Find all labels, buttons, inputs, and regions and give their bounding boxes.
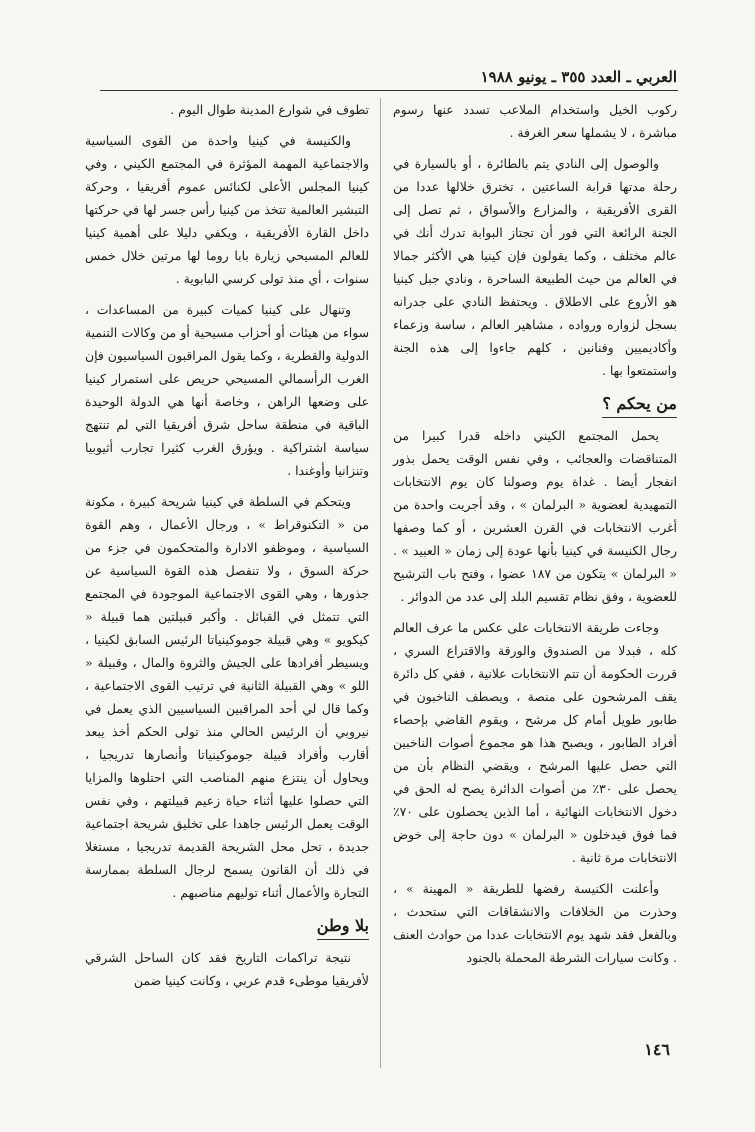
right-column xyxy=(393,98,677,977)
paragraph: تطوف في شوارع المدينة طوال اليوم . xyxy=(170,102,369,117)
section-heading: بلا وطن xyxy=(317,914,369,940)
left-column xyxy=(85,98,369,1000)
paragraph: وأعلنت الكنيسة رفضها للطريقة « المهينة » ، وحذرت من الخلافات والانشقاقات التي ستحدث ، وبالفعل فقد شهد يوم الانتخابات عددا من حوادث العنف . وكانت سيارات الشرطة المحملة بالجنود xyxy=(393,881,677,965)
running-header: العربي ـ العدد ٣٥٥ ـ يونيو ١٩٨٨ xyxy=(480,68,677,86)
paragraph: ويتحكم في السلطة في كينيا شريحة كبيرة ، مكونة من « التكنوقراط » ، ورجال الأعمال ، وهم القوة السياسية ، وموظفو الادارة والمتحكمون في جزء من حركة السوق ، ولا تنفصل هذه القوة السياسية عن جذورها ، وهي القوى الاجتماعية الموجودة في المجتمع التي تتمثل في القبائل . وأكبر قبيلتين هما قبيلة « كيكويو » وهي قبيلة جوموكينياتا الرئيس السابق لكينيا ، ويسيطر أفرادها على الجيش والثروة والمال ، وقبيلة « اللو » وهي القبيلة الثانية في ترتيب القوى الاجتماعية ، وكما قال لي أحد المراقبين السياسيين الذي يعمل في نيروبي أن الرئيس الحالي منذ تولى الحكم أخذ يبعد أقارب وأفراد قبيلة جوموكينياتا وأنصارها تدريجيا ، ويحاول أن ينتزع منهم المناصب التي احتلوها والمزايا التي حصلوا عليها أثناء حياة زعيم قبيلتهم ، وفي نفس الوقت يعمل الرئيس جاهدا على تخليق شريحة اجتماعية جديدة ، تحل محل الشريحة القديمة تدريجيا ، مستغلا في ذلك أن القانون يسمح لرجال السلطة بممارسة التجارة والأعمال أثناء توليهم مناصبهم . xyxy=(85,494,369,900)
section-heading: من يحكم ؟ xyxy=(602,392,677,418)
page-number: ١٤٦ xyxy=(644,1040,670,1059)
paragraph: والوصول إلى النادي يتم بالطائرة ، أو بالسيارة في رحلة مدتها قرابة الساعتين ، تخترق خلالها عددا من القرى الأفريقية ، والمزارع والأسواق ، ثم تصل إلى الجنة الرائعة التي فور أن تجتاز البوابة تدرك أنك في عالم مختلف ، وكما يقولون فإن كينيا هي الأكثر جمالا في العالم من حيث الطبيعة الساحرة ، ونادي جبل كينيا هو الأروع على الاطلاق . ويحتفظ النادي على جدرانه بسجل لزواره ورواده ، مشاهير العالم ، ساسة وزعماء وأكاديميين وفنانين ، كلهم جاءوا إلى هذه الجنة واستمتعوا بها . xyxy=(393,156,677,378)
paragraph: ركوب الخيل واستخدام الملاعب تسدد عنها رسوم مباشرة ، لا يشملها سعر الغرفة . xyxy=(393,102,677,140)
header-rule xyxy=(100,90,678,91)
paragraph: وجاءت طريقة الانتخابات على عكس ما عرف العالم كله ، فبدلا من الصندوق والورقة والاقتراع السري ، قررت الحكومة أن تتم الانتخابات علانية ، ففي كل دائرة يقف المرشحون على منصة ، ويصطف الناخبون في طابور طويل أمام كل مرشح ، ويقوم القاضي بإحصاء أفراد الطابور ، ويصبح هذا هو مجموع أصوات الناخبين التي حصل عليها المرشح ، ويقضي النظام بأن من يحصل على ٣٠٪ من أصوات الدائرة يصح له الحق في دخول الانتخابات النهائية ، أما الذين يحصلون على ٧٠٪ فما فوق فيدخلون « البرلمان » دون حاجة إلى خوض الانتخابات مرة ثانية . xyxy=(393,620,677,865)
paragraph: وتنهال على كينيا كميات كبيرة من المساعدات ، سواء من هيئات أو أحزاب مسيحية أو من وكالات التنمية الدولية والقطرية ، وكما يقول المراقبون السياسيون فإن الغرب الرأسمالي المسيحي حريص على استمرار كينيا على وضعها الراهن ، وخاصة أنها هي الدولة الوحيدة الباقية في منطقة ساحل شرق أفريقيا التي لم تنتهج سياسة اشتراكية . ويؤرق الغرب كثيرا تجارب أثيوبيا وتنزانيا وأوغندا . xyxy=(85,302,369,478)
paragraph: والكنيسة في كينيا واحدة من القوى السياسية والاجتماعية المهمة المؤثرة في المجتمع الكيني ، وفي كينيا المجلس الأعلى لكنائس عموم أفريقيا ، وحركة التبشير العالمية تتخذ من كينيا رأس جسر لها في حركتها داخل القارة الأفريقية ، ويكفي دليلا على أهمية كينيا للعالم المسيحي زيارة بابا روما لها مرتين خلال خمس سنوات ، أي منذ تولى كرسي البابوية . xyxy=(85,133,369,286)
column-divider xyxy=(380,98,381,1068)
paragraph: يحمل المجتمع الكيني داخله قدرا كبيرا من المتناقضات والعجائب ، وفي نفس الوقت يحمل بذور انفجار أيضا . غداة يوم وصولنا كان يوم الانتخابات التمهيدية لعضوية « البرلمان » ، وقد أجريت واحدة من أغرب الانتخابات في القرن العشرين ، أو كما وصفها رجال الكنيسة في كينيا بأنها عودة إلى زمان « العبيد » . « البرلمان » يتكون من ١٨٧ عضوا ، وفتح باب الترشيح للعضوية ، وفق نظام تقسيم البلد إلى عدد من الدوائر . xyxy=(393,428,677,604)
paragraph: نتيجة تراكمات التاريخ فقد كان الساحل الشرقي لأفريقيا موطىء قدم عربي ، وكانت كينيا ضمن xyxy=(85,950,369,988)
